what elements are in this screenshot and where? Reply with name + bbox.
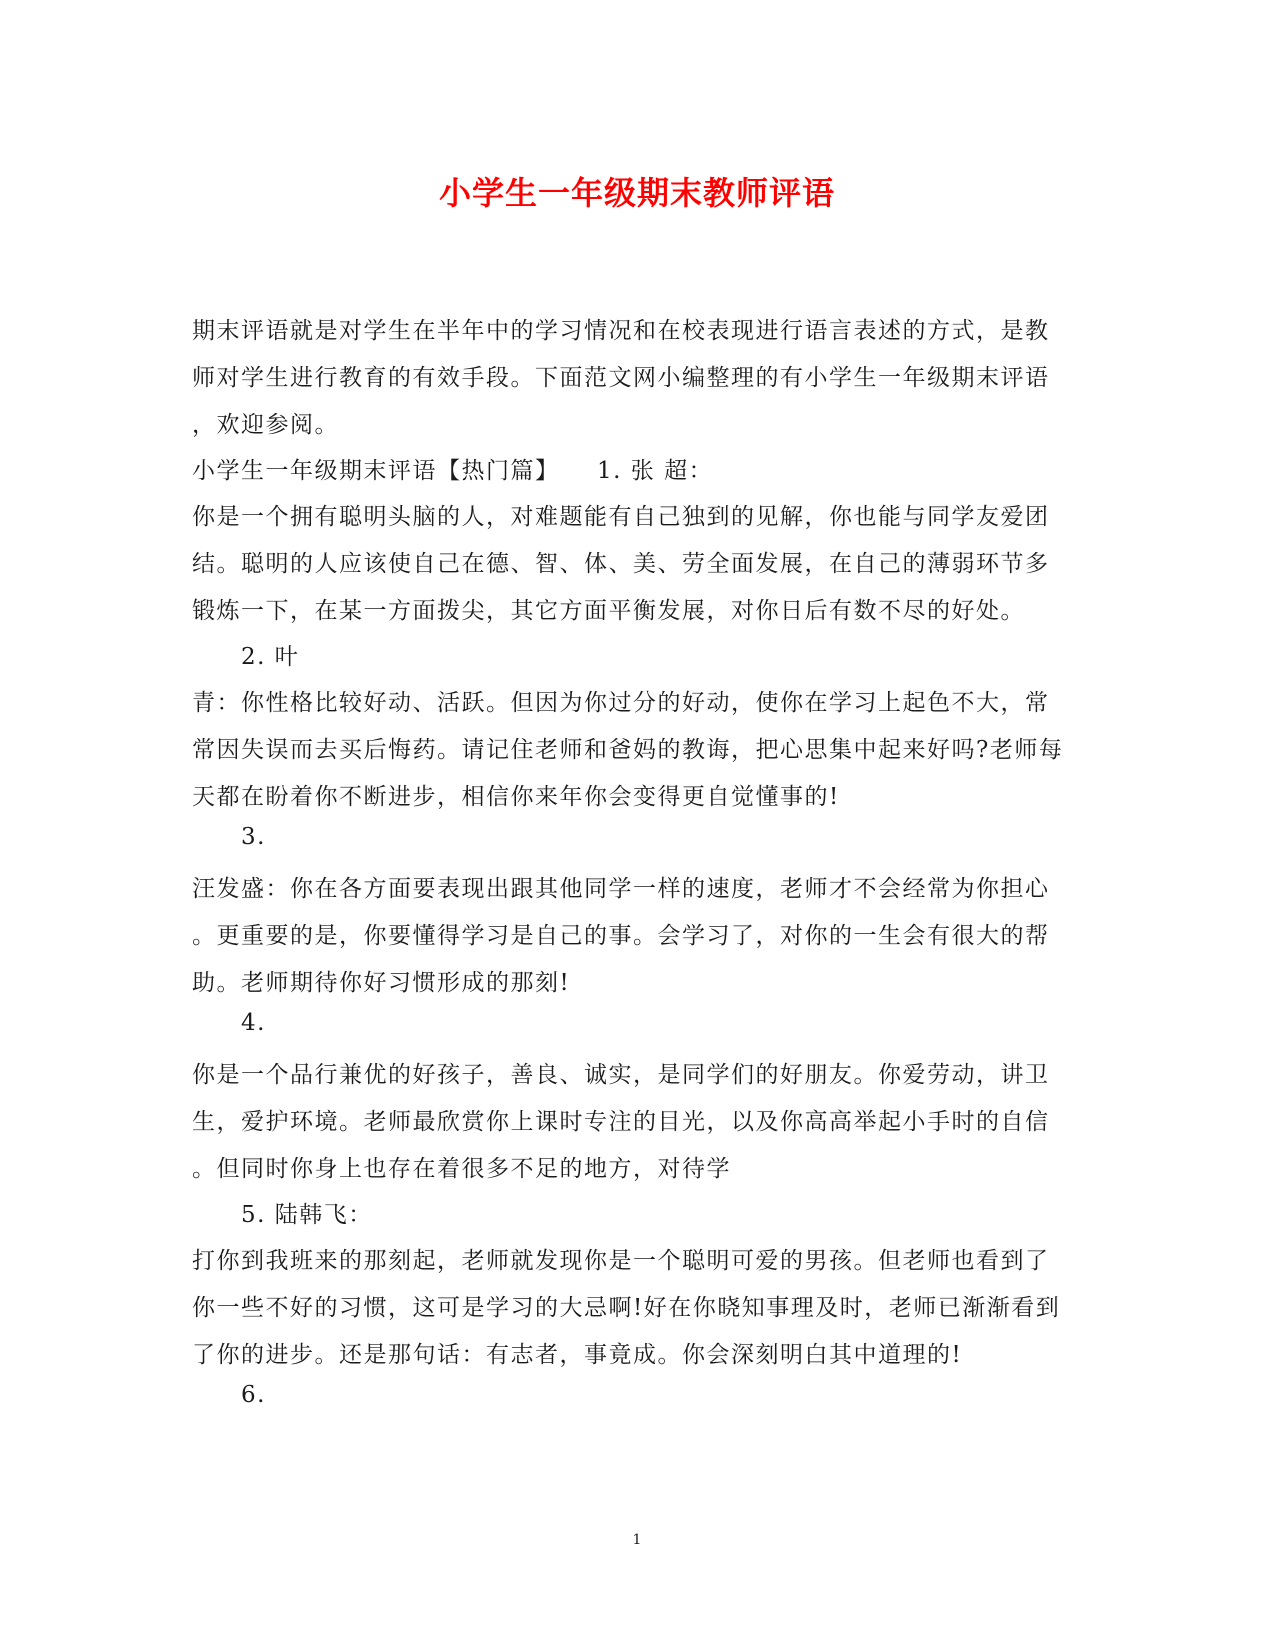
page-number: 1 — [632, 1532, 642, 1548]
text-line: 3. — [241, 824, 266, 850]
text-line: 期末评语就是对学生在半年中的学习情况和在校表现进行语言表述的方式，是教 — [192, 318, 1050, 344]
text-line: 你是一个拥有聪明头脑的人，对难题能有自己独到的见解，你也能与同学友爱团 — [192, 504, 1050, 530]
text-line: 助。老师期待你好习惯形成的那刻! — [192, 970, 571, 996]
text-line: 打你到我班来的那刻起，老师就发现你是一个聪明可爱的男孩。但老师也看到了 — [192, 1248, 1050, 1274]
text-line: 小学生一年级期末评语【热门篇】 1. 张 超： — [192, 458, 714, 484]
text-line: 锻炼一下，在某一方面拨尖，其它方面平衡发展，对你日后有数不尽的好处。 — [192, 598, 1025, 624]
text-line: 常因失误而去买后悔药。请记住老师和爸妈的教诲，把心思集中起来好吗?老师每 — [192, 737, 1064, 763]
text-line: 生，爱护环境。老师最欣赏你上课时专注的目光，以及你高高举起小手时的自信 — [192, 1109, 1050, 1135]
text-line: 你一些不好的习惯，这可是学习的大忌啊!好在你晓知事理及时，老师已渐渐看到 — [192, 1295, 1061, 1321]
text-line: 结。聪明的人应该使自己在德、智、体、美、劳全面发展，在自己的薄弱环节多 — [192, 551, 1050, 577]
document-title: 小学生一年级期末教师评语 — [438, 174, 835, 212]
text-line: 6. — [241, 1382, 266, 1408]
text-line: 天都在盼着你不断进步，相信你来年你会变得更自觉懂事的! — [192, 784, 840, 810]
text-line: ，欢迎参阅。 — [192, 412, 339, 438]
text-line: 你是一个品行兼优的好孩子，善良、诚实，是同学们的好朋友。你爱劳动，讲卫 — [192, 1062, 1050, 1088]
text-line: 汪发盛：你在各方面要表现出跟其他同学一样的速度，老师才不会经常为你担心 — [192, 876, 1050, 902]
text-line: 4. — [241, 1010, 266, 1036]
text-line: 2. 叶 — [241, 644, 300, 670]
text-line: 了你的进步。还是那句话：有志者，事竟成。你会深刻明白其中道理的! — [192, 1342, 963, 1368]
text-line: 青：你性格比较好动、活跃。但因为你过分的好动，使你在学习上起色不大，常 — [192, 690, 1050, 716]
text-line: 师对学生进行教育的有效手段。下面范文网小编整理的有小学生一年级期末评语 — [192, 365, 1050, 391]
text-line: 。更重要的是，你要懂得学习是自己的事。会学习了，对你的一生会有很大的帮 — [192, 923, 1050, 949]
text-line: 。但同时你身上也存在着很多不足的地方，对待学 — [192, 1156, 731, 1182]
text-line: 5. 陆韩飞： — [241, 1202, 373, 1228]
